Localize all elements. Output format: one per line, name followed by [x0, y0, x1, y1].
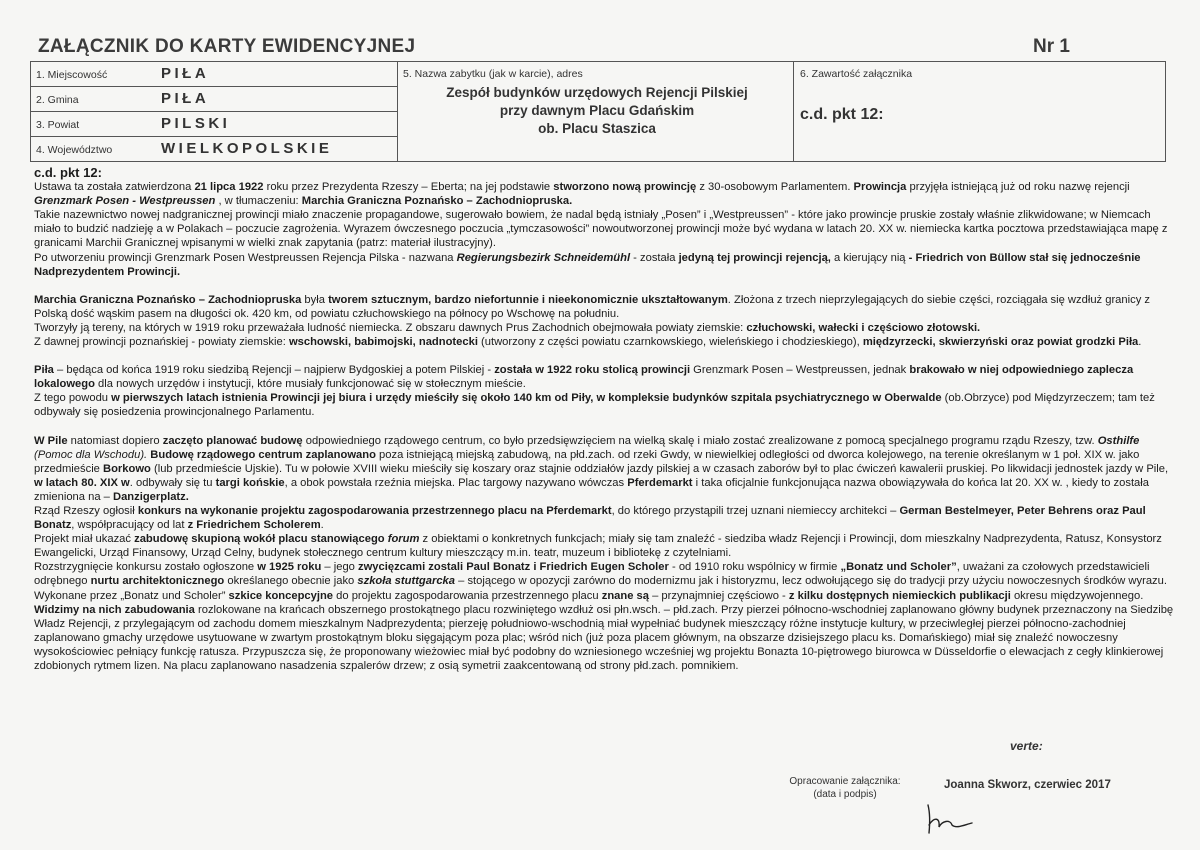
- paragraph: [34, 208, 1174, 250]
- verte-note: verte:: [1010, 739, 1043, 753]
- text-run: Grenzmark Posen - Westpreussen: [34, 195, 216, 208]
- text-run: Regierungsbezirk Schneidemühl: [456, 251, 631, 264]
- text-run: - została: [630, 251, 679, 264]
- monument-name: [417, 84, 777, 138]
- text-run: z kilku dostępnych niemieckich publikacji: [788, 589, 1011, 602]
- field-value: PIŁA: [161, 90, 210, 107]
- author-name: Joanna Skworz, czerwiec 2017: [944, 779, 1111, 791]
- text-run: Borkowo: [103, 462, 151, 475]
- paragraph: [34, 560, 1174, 673]
- text-run: 21 lipca 1922: [194, 181, 264, 194]
- text-run: szkoła stuttgarcka: [357, 575, 455, 588]
- paragraph-gap: [34, 420, 1174, 434]
- text-run: międzyrzecki, skwierzyński oraz powiat grodzki Piła: [862, 336, 1139, 349]
- text-run: – będąca od końca 1919 roku siedzibą Rejencji – najpierw Bydgoskiej a potem Pilskiej -: [53, 364, 495, 377]
- handwritten-signature: [920, 795, 980, 837]
- text-run: . odbywały się tu: [129, 476, 216, 489]
- text-run: Ustawa ta została zatwierdzona: [34, 181, 195, 194]
- text-run: rozlokowane na krańcach obszernego prostokątnego placu rozwiniętego wzdłuż osi płn.wsch. – płd.zach. Przy pierzei północno-wschodniej zaplanowano główny budynek przeznaczony na Siedzibę Władz Rejencji, z przylegającym od zachodu domem mieszkalnym Nadprezydenta; pierzeję południowo-wschodnią miał wypełniać budynek mieszczący różne instytucje kultury, w przeciwległej pierzei północno-zachodniej zaplanowano gmachy urzędowe usytuowane w zwartym prostokątnym bloku sięgającym poza plac; wśród nich (już poza placem głównym, na obszarze dzisiejszego placu ks. Domańskiego) miał się znaleźć nowoczesny wysokościowiec pełniący funkcję ratusza. Przypuszcza się, że proponowany wieżowiec miał być podobny do wzniesionego wcześniej wg projektu Bonazta 10-piętrowego biurowca w Düsseldorfie o elewacjach z cegły klinkierowej zdobionych rytmem lizen. Na placu zaplanowano nasadzenia szpalerów drzew; z osią symetrii zaakcentowaną od strony płd.zach. pomnikiem.: [34, 603, 1174, 672]
- document-title: ZAŁĄCZNIK DO KARTY EWIDENCYJNEJ: [38, 36, 416, 57]
- field-value: WIELKOPOLSKIE: [161, 140, 333, 157]
- text-run: nurtu architektonicznego: [90, 575, 225, 588]
- text-run: forum: [387, 533, 420, 546]
- paragraph: [34, 321, 1174, 335]
- paragraph: [34, 434, 1174, 504]
- text-run: przyjęła istniejącą już od roku nazwę rejencji: [906, 181, 1130, 194]
- text-run: Z dawnej prowincji poznańskiej - powiaty ziemskie:: [34, 336, 289, 349]
- text-run: odpowiedniego rządowego centrum, co było przedsięwzięciem na wielką skalę i miało zostać zrealizowane z pomocą specjalnego programu rządu Rzeszy, tzw.: [302, 434, 1098, 447]
- text-run: szkice koncepcyjne: [228, 589, 334, 602]
- contents-value: c.d. pkt 12:: [800, 106, 884, 123]
- text-run: i taka oficjalnie funkcjonująca nazwa obowiązywała do końca lat 20. XX w. , kiedy to została zmieniona na –: [34, 476, 1149, 503]
- text-run: dla nowych urzędów i instytucji, które musiały funkcjonować się w stołecznym mieście.: [94, 378, 526, 391]
- text-run: , w tłumaczeniu:: [215, 195, 302, 208]
- text-run: - Friedrich von Büllow stał się jednocześnie Nadprezydentem Prowincji.: [34, 251, 1141, 278]
- text-run: jedyną tej prowincji rejencją,: [678, 251, 831, 264]
- text-run: zabudowę skupioną wokół placu stanowiącego: [134, 533, 388, 546]
- row-gmina: [31, 87, 397, 112]
- text-run: Takie nazewnictwo nowej nadgranicznej prowincji miało znaczenie propagandowe, sugerowało bowiem, że nadal będą istniały „Posen” i „Westpreussen” - które jako prowincje pruskie zostały właśnie zlikwidowane; w Niemcach miało to budzić nadzieję a w Polakach – poczucie zagrożenia. Wyrazem ówczesnego poczucia „tymczasowości” nowoutworzonej prowincji może być wydana w latach 20. XX w. niemiecka kartka pocztowa przedstawiająca mapę z granicami Marchii Granicznej wpisanymi w wielki znak zapytania (patrz: materiał ilustracyjny).: [34, 209, 1168, 250]
- text-run: Marchia Graniczna Poznańsko – Zachodniopruska.: [301, 195, 573, 208]
- text-run: Pferdemarkt: [627, 476, 693, 489]
- text-run: roku przez Prezydenta Rzeszy – Eberta; na jej podstawie: [263, 181, 554, 194]
- text-run: , współpracujący od lat: [71, 519, 188, 532]
- text-run: - od 1910 roku wspólnicy w firmie: [668, 561, 841, 574]
- text-run: Marchia Graniczna Poznańsko – Zachodniopruska: [34, 293, 302, 306]
- text-run: okresu międzywojennego.: [1010, 589, 1144, 602]
- text-run: natomiast dopiero: [67, 434, 163, 447]
- text-run: „Bonatz und Scholer”: [840, 561, 957, 574]
- text-run: , uważani za czołowych przedstawicieli odrębnego: [34, 561, 1150, 588]
- text-run: w latach 80. XIX w: [34, 476, 130, 489]
- text-run: . Złożona z trzech nieprzylegających do siebie części, rozciągała się wzdłuż granicy z Polską dość wąskim pasem na długości ok. 420 km, od powiatu człuchowskiego na północy po Wschowę na południu.: [34, 293, 1151, 320]
- text-run: do projektu zagospodarowania przestrzennego placu: [333, 589, 602, 602]
- text-run: Piła: [34, 364, 54, 377]
- text-run: a kierujący nią: [830, 251, 909, 264]
- text-run: z Friedrichem Scholerem: [187, 519, 321, 532]
- text-run: określanego obecnie jako: [224, 575, 358, 588]
- text-run: zwycięzcami zostali Paul Bonatz i Friedrich Eugen Scholer: [358, 561, 669, 574]
- text-run: Tworzyły ją tereny, na których w 1919 roku przeważała ludność niemiecka. Z obszaru dawnych Prus Zachodnich obejmowała powiaty ziemskie:: [34, 321, 747, 334]
- paragraph: [34, 335, 1174, 349]
- text-run: , a obok powstała rzeźnia miejska. Plac targowy nazywano wówczas: [284, 476, 628, 489]
- text-run: (ob.Obrzyce) pod Międzyrzeczem; tam też odbywały się posiedzenia prowincjonalnego Parlamentu.: [34, 392, 1155, 419]
- text-run: tworem sztucznym, bardzo niefortunnie i nieekonomicznie ukształtowanym: [328, 293, 728, 306]
- monument-name-line: przy dawnym Placu Gdańskim: [499, 103, 695, 118]
- field-label: 1. Miejscowość: [36, 69, 108, 81]
- text-run: Budowę rządowego centrum zaplanowano: [150, 448, 376, 461]
- text-run: brakowało w niej odpowiedniego zaplecza lokalowego: [34, 364, 1134, 391]
- text-run: .: [320, 519, 324, 532]
- paragraph: [34, 391, 1174, 419]
- text-run: , do którego przystąpili trzej uznani niemieccy architekci –: [611, 504, 900, 517]
- field-label: 5. Nazwa zabytku (jak w karcie), adres: [403, 68, 583, 80]
- text-run: .: [1138, 336, 1142, 349]
- row-miejscowosc: [31, 62, 397, 87]
- field-value: PIŁA: [161, 65, 210, 82]
- text-run: German Bestelmeyer, Peter Behrens oraz Paul Bonatz: [34, 504, 1146, 532]
- contents-column: [794, 62, 1166, 161]
- text-run: W Pile: [34, 434, 68, 447]
- row-powiat: [31, 112, 397, 137]
- text-run: konkurs na wykonanie projektu zagospodarowania przestrzennego placu na Pferdemarkt: [137, 504, 612, 517]
- field-label: 2. Gmina: [36, 94, 79, 106]
- text-run: człuchowski, wałecki i częściowo złotowski.: [746, 321, 981, 334]
- text-run: – stojącego w opozycji zarówno do modernizmu jak i historyzmu, lecz odwołującego się do tradycji przy użyciu nowoczesnych środków wyrazu. Wykonane przez „Bonatz und Scholer”: [34, 575, 1167, 602]
- document-body: [34, 166, 1174, 673]
- attachment-number: Nr 1: [1033, 36, 1070, 57]
- paragraph: [34, 251, 1174, 279]
- prepared-by-label: [770, 775, 920, 801]
- row-wojewodztwo: [31, 137, 397, 161]
- text-run: stworzono nową prowincję: [553, 181, 697, 194]
- text-run: Prowincja: [853, 181, 907, 194]
- paragraph: [34, 532, 1174, 560]
- location-column: [31, 62, 398, 161]
- paragraph-gap: [34, 349, 1174, 363]
- text-run: znane są: [601, 589, 649, 602]
- monument-name-line: Zespół budynków urzędowych Rejencji Pilskiej: [446, 85, 748, 100]
- text-run: zaczęto planować budowę: [162, 434, 303, 447]
- field-label: 3. Powiat: [36, 119, 80, 131]
- text-run: (Pomoc dla Wschodu).: [34, 448, 151, 461]
- section-heading: c.d. pkt 12:: [34, 165, 102, 180]
- text-run: Po utworzeniu prowincji Grenzmark Posen Westpreussen Rejencja Pilska - nazwana: [34, 251, 457, 264]
- text-run: Rząd Rzeszy ogłosił: [34, 504, 138, 517]
- text-run: targi końskie: [215, 476, 285, 489]
- text-run: Z tego powodu: [34, 392, 112, 405]
- text-run: Rozstrzygnięcie konkursu zostało ogłoszone: [34, 561, 258, 574]
- text-run: Grenzmark Posen – Westpreussen, jednak: [690, 364, 910, 377]
- field-label: 4. Województwo: [36, 144, 113, 156]
- field-value: PILSKI: [161, 115, 231, 132]
- text-run: wschowski, babimojski, nadnotecki: [288, 336, 478, 349]
- text-run: (utworzony z części powiatu czarnkowskiego, wieleńskiego i chodzieskiego),: [477, 336, 863, 349]
- paragraph: [34, 363, 1174, 391]
- prepared-by-line: Opracowanie załącznika:: [789, 776, 901, 787]
- text-run: z obiektami o konkretnych funkcjach; miały się tam znaleźć - siedziba władz Rejencji i Prowincji, dom mieszkalny Nadprezydenta, Ratusz, Konsystorz Ewangelicki, Urząd Finansowy, Urząd Celny, budynek stołecznego centrum kultury mieszczący m.in. teatr, muzeum i bibliotekę z czytelniami.: [34, 533, 1162, 560]
- text-run: została w 1922 roku stolicą prowincji: [494, 364, 691, 377]
- text-run: poza istniejącą miejską zabudową, na płd.zach. od rzeki Gwdy, w niewielkiej odległości od dworca kolejowego, na terenie określanym w 1 poł. XIX w. jako przedmieście: [34, 448, 1140, 475]
- paragraph: [34, 504, 1174, 532]
- paragraph: [34, 180, 1174, 208]
- monument-name-column: [397, 62, 794, 161]
- prepared-by-line: (data i podpis): [813, 789, 877, 800]
- paragraph: [34, 293, 1174, 321]
- text-run: Widzimy na nich zabudowania: [34, 603, 195, 616]
- field-label: 6. Zawartość załącznika: [800, 68, 913, 80]
- text-run: – jego: [321, 561, 359, 574]
- text-run: Projekt miał ukazać: [34, 533, 135, 546]
- text-run: z 30-osobowym Parlamentem.: [696, 181, 854, 194]
- text-run: Danzigerplatz.: [113, 490, 189, 503]
- header-table: [30, 61, 1166, 162]
- text-run: w pierwszych latach istnienia Prowincji jej biura i urzędy mieściły się około 140 km od Piły, w kompleksie budynków szpitala psychiatrycznego w Oberwalde: [111, 392, 942, 405]
- text-run: w 1925 roku: [257, 561, 322, 574]
- text-run: (lub przedmieście Ujskie). Tu w połowie XVIII wieku mieściły się koszary oraz stajnie oddziałów jazdy pilskiej a w czasach zaborów był to plac ćwiczeń kawalerii pruskiej. Po likwidacji jednostek jazdy w Pile,: [150, 462, 1169, 475]
- text-run: była: [301, 293, 329, 306]
- monument-name-line: ob. Placu Staszica: [538, 121, 656, 136]
- text-run: – przynajmniej częściowo -: [648, 589, 789, 602]
- paragraph-gap: [34, 279, 1174, 293]
- text-run: Osthilfe: [1097, 434, 1140, 447]
